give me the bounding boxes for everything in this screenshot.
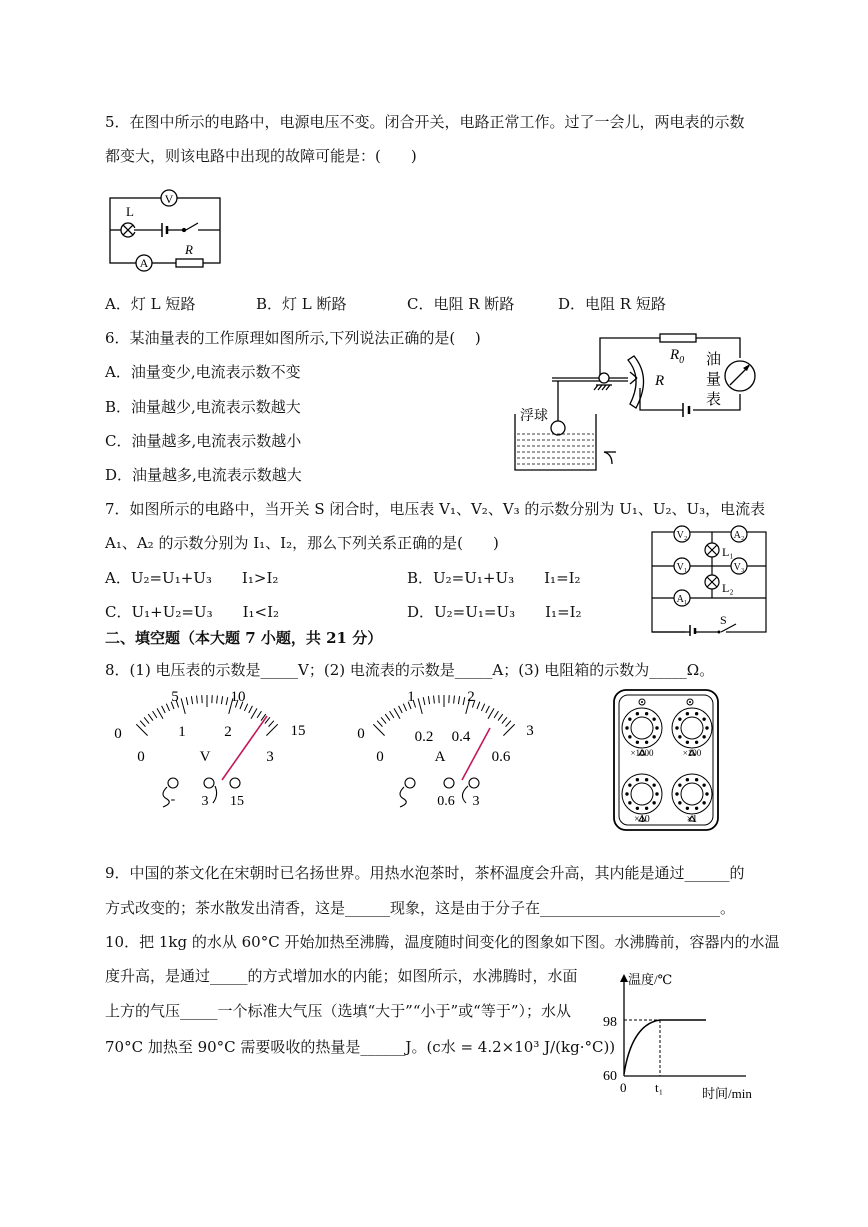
graph-y-60: 60 xyxy=(603,1069,617,1084)
dial-digit-dot xyxy=(695,779,697,781)
q9-line2: 方式改变的；茶水散发出清香，这是______现象，这是由于分子在________________________。 xyxy=(105,899,736,917)
ammeter-outer-1: 1 xyxy=(407,689,415,705)
scale-tick xyxy=(403,704,406,711)
scale-tick xyxy=(144,717,149,723)
q5-option-c: C．电阻 R 断路 xyxy=(407,295,515,313)
l1-label: L₁ xyxy=(722,545,734,559)
resistance-box xyxy=(612,688,722,834)
v2-label: V₂ xyxy=(676,530,688,541)
graph-x-label: 时间/min xyxy=(702,1086,752,1101)
scale-tick xyxy=(486,706,490,713)
scale-tick xyxy=(494,711,498,718)
scale-tick xyxy=(166,704,169,711)
q6-oil-gauge-figure xyxy=(500,328,760,474)
dial-digit-dot xyxy=(629,718,631,720)
q5-circuit-figure xyxy=(104,180,226,272)
scale-tick xyxy=(503,724,514,735)
scale-tick xyxy=(226,697,228,705)
scale-tick xyxy=(162,706,166,713)
dial-digit-dot xyxy=(636,741,638,743)
scale-tick xyxy=(153,711,157,718)
resistor-label: R xyxy=(185,242,193,257)
scale-tick xyxy=(148,714,153,720)
ammeter-inner-0-2: 0.2 xyxy=(414,729,434,745)
scale-tick xyxy=(498,714,503,720)
temperature-curve xyxy=(624,1020,706,1074)
dial-digit-dot xyxy=(679,736,681,738)
scale-tick xyxy=(502,717,507,723)
ammeter-dial xyxy=(348,683,553,811)
dial-digit-dot xyxy=(645,807,647,809)
float-label: 浮球 xyxy=(520,409,548,424)
scale-tick xyxy=(181,698,185,713)
scale-tick xyxy=(136,724,147,735)
dial-digit-dot xyxy=(645,779,647,781)
dial-digit-dot xyxy=(653,736,655,738)
dial-digit-dot xyxy=(686,779,688,781)
dial-digit-dot xyxy=(703,718,705,720)
scale-tick xyxy=(377,721,382,727)
q7-option-b: B．U₂=U₁+U₃ I₁=I₂ xyxy=(407,569,581,587)
v3-label: V₃ xyxy=(733,562,745,573)
voltmeter-terminal-15: 15 xyxy=(230,794,244,809)
dial-digit-dot xyxy=(679,784,681,786)
multiplier-1000: ×1000 xyxy=(630,748,654,758)
scale-tick xyxy=(157,708,163,718)
q8-stem: 8．(1) 电压表的示数是_____V；(2) 电流表的示数是_____A；(3) 电阻箱的示数为_____Ω。 xyxy=(105,661,715,679)
dial-digit-dot xyxy=(676,727,678,729)
graph-y-98: 98 xyxy=(603,1015,617,1030)
q5-option-b: B．灯 L 断路 xyxy=(256,295,347,313)
scale-tick xyxy=(418,698,422,713)
lamp-label: L xyxy=(126,204,134,219)
voltmeter-inner-2: 2 xyxy=(224,724,232,740)
scale-tick xyxy=(477,702,480,709)
voltmeter-inner-1: 1 xyxy=(178,724,186,740)
scale-tick xyxy=(257,711,261,718)
dial-digit-dot xyxy=(686,713,688,715)
q6-option-b: B．油量越少,电流表示数越大 xyxy=(105,398,301,416)
a2-label: A₂ xyxy=(733,530,745,541)
q5-option-d: D．电阻 R 短路 xyxy=(558,295,666,313)
dial-digit-dot xyxy=(656,793,658,795)
ammeter-outer-3: 3 xyxy=(526,723,534,739)
voltmeter-outer-15: 15 xyxy=(290,723,306,739)
q7-stem-line1: 7．如图所示的电路中，当开关 S 闭合时，电压表 V₁、V₂、V₃ 的示数分别为 U₁、U₂、U₃，电流表 xyxy=(105,500,766,518)
r-label: R xyxy=(655,373,665,389)
ammeter-unit: A xyxy=(434,749,446,765)
dial-digit-dot xyxy=(695,807,697,809)
voltmeter-inner-3: 3 xyxy=(266,749,274,765)
ammeter-inner-0-6: 0.6 xyxy=(491,749,511,765)
ammeter-symbol-label: A xyxy=(139,256,149,270)
scale-tick xyxy=(186,697,188,705)
voltmeter-terminal-3: 3 xyxy=(201,794,209,809)
q5-option-a: A．灯 L 短路 xyxy=(105,295,196,313)
dial-digit-dot xyxy=(703,736,705,738)
dial-digit-dot xyxy=(626,793,628,795)
q6-stem: 6．某油量表的工作原理如图所示,下列说法正确的是( ) xyxy=(105,329,481,347)
scale-tick xyxy=(481,704,484,711)
voltmeter-terminal-neg: - xyxy=(170,792,176,807)
multiplier-1: ×1 xyxy=(686,814,698,825)
scale-tick xyxy=(506,721,511,727)
voltmeter-inner-0: 0 xyxy=(137,749,145,765)
dial-digit-dot xyxy=(686,807,688,809)
dial-digit-dot xyxy=(695,741,697,743)
q5-stem-line1: 5．在图中所示的电路中，电源电压不变。闭合开关，电路正常工作。过了一会儿，两电表的示数 xyxy=(105,113,745,131)
q10-line2: 度升高，是通过_____的方式增加水的内能；如图所示，水沸腾时，水面 xyxy=(105,967,578,985)
q6-option-d: D．油量越多,电流表示数越大 xyxy=(105,466,302,484)
scale-tick xyxy=(266,724,277,735)
scale-tick xyxy=(434,696,435,704)
voltmeter-outer-5: 5 xyxy=(171,689,179,705)
q6-option-a: A．油量变少,电流表示数不变 xyxy=(105,363,301,381)
scale-tick xyxy=(488,708,494,718)
dial-digit-dot xyxy=(629,736,631,738)
ammeter-outer-2: 2 xyxy=(467,689,475,705)
scale-tick xyxy=(458,696,459,704)
dial-digit-dot xyxy=(679,718,681,720)
multiplier-10: ×10 xyxy=(634,814,650,825)
q5-stem-line2: 都变大，则该电路中出现的故障可能是：( ) xyxy=(105,147,417,165)
dial-digit-dot xyxy=(706,727,708,729)
meter-label-3: 表 xyxy=(706,392,722,408)
scale-tick xyxy=(140,721,145,727)
dial-digit-dot xyxy=(695,713,697,715)
voltmeter-outer-10: 10 xyxy=(230,689,246,705)
scale-tick xyxy=(197,696,198,704)
ammeter-inner-0: 0 xyxy=(376,749,384,765)
dial-digit-dot xyxy=(636,713,638,715)
meter-label-2: 量 xyxy=(706,372,722,388)
scale-tick xyxy=(251,708,257,718)
multiplier-100: ×100 xyxy=(682,748,702,758)
scale-tick xyxy=(399,706,403,713)
q7-option-d: D．U₂=U₁=U₃ I₁=I₂ xyxy=(407,603,582,621)
q7-stem-line2: A₁、A₂ 的示数分别为 I₁、I₂，那么下列关系正确的是( ) xyxy=(105,534,499,552)
q10-line3: 上方的气压_____一个标准大气压（选填“大于”“小于”或“等于”）；水从 xyxy=(105,1002,572,1020)
meter-label-1: 油 xyxy=(706,352,722,368)
l2-label: L₂ xyxy=(722,581,734,595)
voltmeter-unit: V xyxy=(199,749,211,765)
dial-digit-dot xyxy=(679,802,681,804)
dial-digit-dot xyxy=(706,793,708,795)
dial-digit-dot xyxy=(676,793,678,795)
graph-y-label: 温度/℃ xyxy=(628,972,673,987)
a1-label: A₁ xyxy=(676,594,688,605)
ammeter-inner-0-4: 0.4 xyxy=(451,729,471,745)
scale-tick xyxy=(394,708,400,718)
q7-option-a: A．U₂=U₁+U₃ I₁>I₂ xyxy=(105,569,279,587)
dial-digit-dot xyxy=(653,802,655,804)
dial-digit-dot xyxy=(653,718,655,720)
dial-digit-dot xyxy=(629,784,631,786)
voltmeter-dial xyxy=(105,683,310,811)
scale-tick xyxy=(191,696,192,704)
scale-tick xyxy=(269,721,274,727)
ammeter-outer-0: 0 xyxy=(357,726,365,742)
scale-tick xyxy=(373,724,384,735)
scale-tick xyxy=(217,696,218,704)
q7-circuit-figure xyxy=(646,520,772,636)
q10-line4: 70°C 加热至 90°C 需要吸收的热量是______J。(c水 = 4.2×10³ J/(kg·°C)) xyxy=(105,1038,616,1056)
graph-x-0: 0 xyxy=(620,1080,627,1095)
dial-digit-dot xyxy=(703,784,705,786)
ammeter-terminal-0-6: 0.6 xyxy=(437,794,455,809)
q9-line1: 9．中国的茶文化在宋朝时已名扬世界。用热水泡茶时，茶杯温度会升高，其内能是通过______的 xyxy=(105,864,745,882)
dial-digit-dot xyxy=(686,741,688,743)
dial-digit-dot xyxy=(645,713,647,715)
q10-line1: 10．把 1kg 的水从 60°C 开始加热至沸腾，温度随时间变化的图象如下图。水沸腾前，容器内的水温 xyxy=(105,933,780,951)
dial-digit-dot xyxy=(645,741,647,743)
scale-tick xyxy=(385,714,390,720)
scale-tick xyxy=(428,696,429,704)
dial-digit-dot xyxy=(636,807,638,809)
q6-option-c: C．油量越多,电流表示数越小 xyxy=(105,432,302,450)
dial-digit-dot xyxy=(636,779,638,781)
q10-temperature-graph xyxy=(598,968,760,1102)
voltmeter-outer-0: 0 xyxy=(114,726,122,742)
q7-option-c: C．U₁+U₂=U₃ I₁<I₂ xyxy=(105,603,280,621)
dial-digit-dot xyxy=(703,802,705,804)
scale-tick xyxy=(463,697,465,705)
dial-digit-dot xyxy=(629,802,631,804)
dial-digit-dot xyxy=(626,727,628,729)
dial-digit-dot xyxy=(656,727,658,729)
scale-tick xyxy=(454,696,455,704)
ammeter-terminal-3: 3 xyxy=(472,794,480,809)
voltmeter-symbol-label: V xyxy=(164,192,174,206)
r0-label: $R_0$ xyxy=(670,347,685,366)
dial-digit-dot xyxy=(653,784,655,786)
graph-x-t1: t₁ xyxy=(655,1080,664,1095)
scale-tick xyxy=(249,706,253,713)
scale-tick xyxy=(381,717,386,723)
switch-label: S xyxy=(720,613,727,627)
section-2-heading: 二、填空题（本大题 7 小题，共 21 分） xyxy=(105,629,383,647)
v1-label: V₁ xyxy=(676,562,688,573)
scale-tick xyxy=(390,711,394,718)
scale-tick xyxy=(423,697,425,705)
scale-tick xyxy=(221,696,222,704)
